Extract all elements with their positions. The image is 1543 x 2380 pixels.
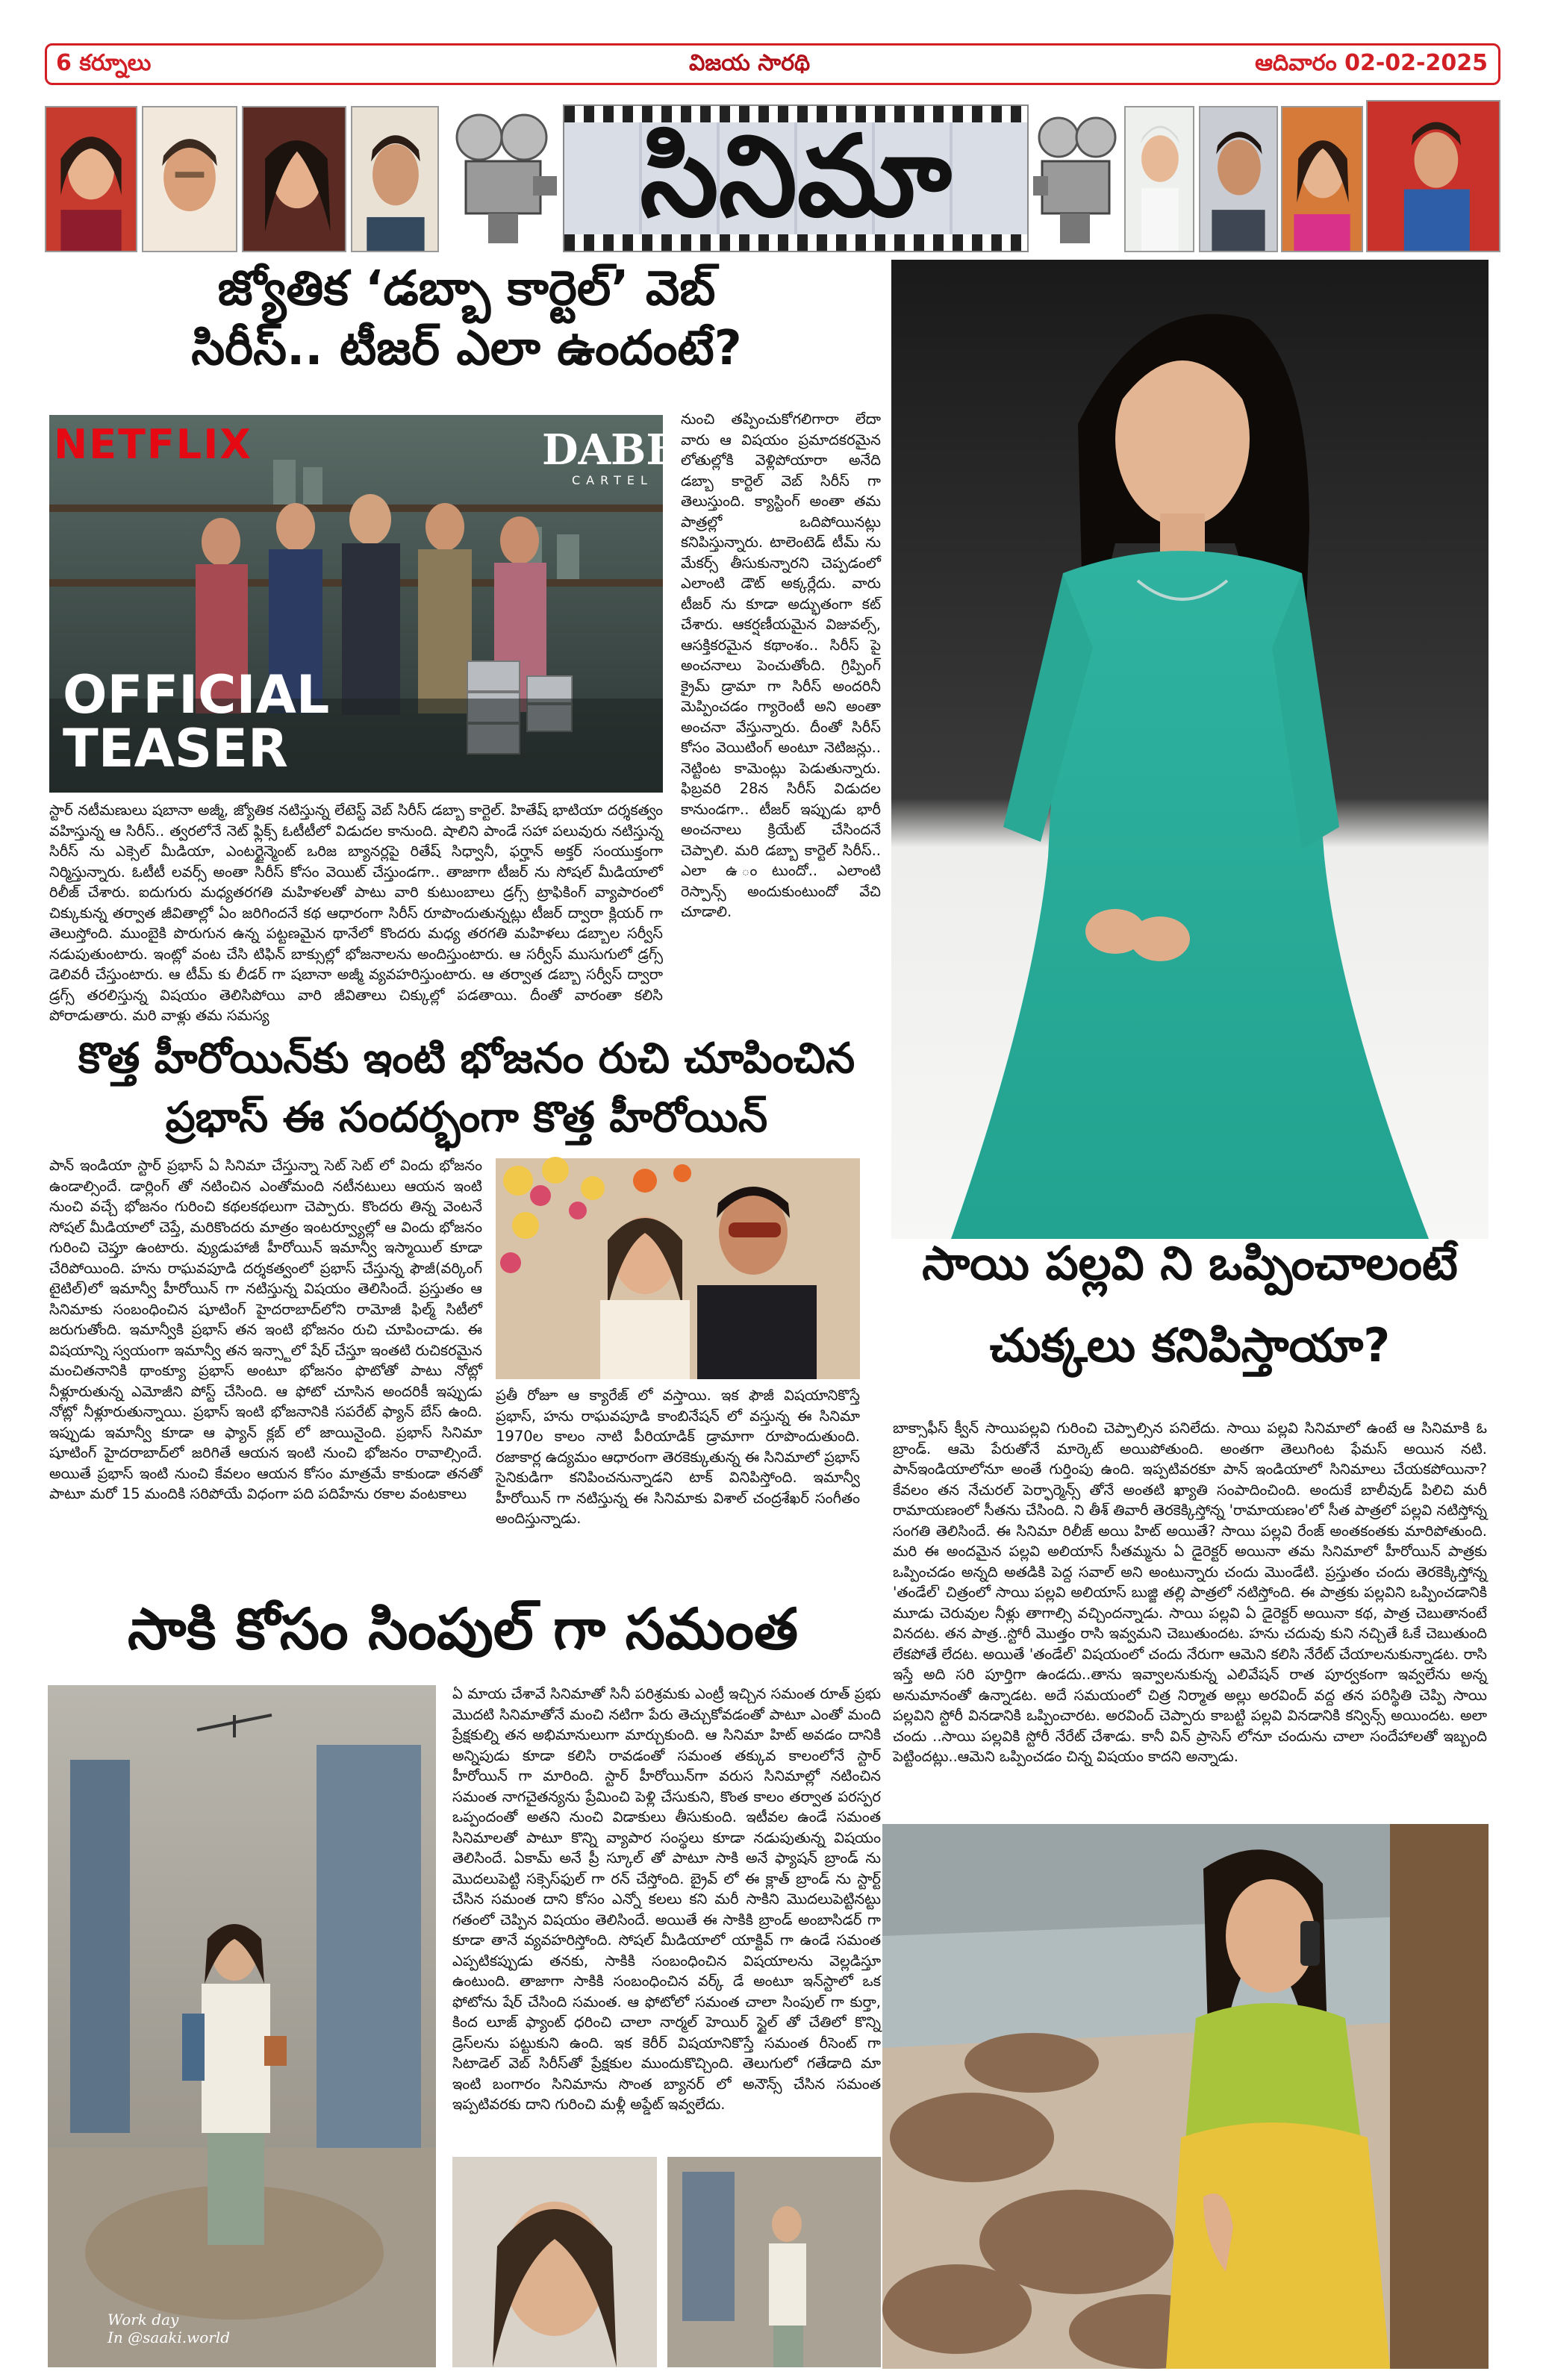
article3-body: ఏ మాయ చేశావే సినిమాతో సినీ పరిశ్రమకు ఎంట్రీ ఇచ్చిన సమంత రూత్ ప్రభు మొదటి సినిమాతోనే మంచి నటిగా పేరు తెచ్చుకోవడంతో పాటూ ఎంతో మంది ప్రేక్షకుల్ని తన అభిమానులుగా మార్చుకుంది. ఆ సినిమా హిట్ అవడం దానికి అన్నిపుడు కూడా కలిసి రావడంతో సమంత తక్కువ కాలంలోనే స్టార్ హీరోయిన్ గా మారింది. స్టార్ హీరోయిన్‌గా వరుస సినిమాల్లో నటించిన సమంత నాగచైతన్యను ప్రేమించి పెళ్లి చేసుకుని, కొంత కాలం తర్వాత పరస్పర ఒప్పందంతో అతని నుంచి విడాకులు తీసుకుంది. ఇటీవల ఉండే సమంత సినిమాలతో పాటూ కొన్ని వ్యాపార సంస్థలు కూడా నడుపుతున్న విషయం తెలిసిందే. ఏకామ్ అనే ప్రీ స్కూల్ తో పాటూ సాకి అనే ఫ్యాషన్ బ్రాండ్ ను మొదలుపెట్టి సక్సెస్‌ఫుల్ గా రన్ చేస్తోంది. బ్రైవ్ లో ఈ క్లాత్ బ్రాండ్ ను స్టార్ట్ చేసిన సమంత దాని కోసం ఎన్నో కలలు కని మరీ సాకిని మొదలుపెట్టినట్టు గతంలో చెప్పిన విషయం తెలిసిందే. అయితే ఈ సాకికి బ్రాండ్ అంబాసిడర్ గా కూడా తానే వ్యవహరిస్తోంది. సోషల్ మీడియాలో యాక్టివ్ గా ఉండే సమంత ఎప్పటికప్పుడు తనకు, సాకికి సంబంధించిన విషయాలను వెల్లడిస్తూ ఉంటుంది. తాజాగా సాకికి సంబంధించిన వర్క్ డే అంటూ ఇన్‌స్టాలో ఒక ఫోటోను షేర్ చేసింది సమంత. ఆ ఫోటోలో సమంత చాలా సింపుల్ గా కుర్తా, కింద లూజ్ ఫ్యాంట్ ధరించి చాలా నార్మల్ హెయిర్ స్టైల్ తో చేతిలో కొన్ని డ్రెస్‌లను పట్టుకుని ఉంది. ఇక కెరీర్ విషయానికొస్తే సమంత రీసెంట్ గా సిటాడెల్ వెబ్ సిరీస్‌తో ప్రేక్షకుల ముందుకొచ్చింది. తెలుగులో గతేడాది మా ఇంటి బంగారం సినిమాను సొంత బ్యానర్ లో అనౌన్స్ చేసిన సమంత ఇప్పటివరకు దాని గురించి మళ్లీ అప్డేట్ ఇవ్వలేదు. [452,1685,881,2113]
article1-body: స్టార్ నటీమణులు షబానా అజ్మీ, జ్యోతిక నటిస్తున్న లేటెస్ట్ వెబ్ సిరీస్ డబ్బా కార్టెల్. హితేష్ భాటియా దర్శకత్వం వహిస్తున్న ఆ సిరీస్.. త్వరలోనే నెట్ ఫ్లిక్స్ ఓటీటీలో విడుదల కానుంది. షాలిని పాండే సహా పలువురు నటిస్తున్న సిరీస్ ను ఎక్సెల్ మీడియా, ఎంటర్టైన్మెంట్ ఒరిజ బ్యానర్లపై రితేష్ సిధ్వానీ, ఫర్హాన్ అక్తర్ సంయుక్తంగా నిర్మిస్తున్నారు. ఓటీటీ లవర్స్ అంతా సిరీస్ కోసం వెయిట్ చేస్తుండగా.. తాజాగా టీజర్ ను సోషల్ మీడియాలో రిలీజ్ చేశారు. ఐదుగురు మధ్యతరగతి మహిళలతో పాటు వారి కుటుంబాలు డ్రగ్స్ ట్రాఫికింగ్ వ్యాపారంలో చిక్కుకున్న తర్వాత జీవితాల్లో ఏం జరిగిందనే కథ ఆధారంగా సిరీస్ రూపొందుతున్నట్లు టీజర్ ద్వారా క్లియర్ గా తెలుస్తోంది. ముంబైకి పొరుగున ఉన్న పట్టణమైన థానేలో కొందరు మధ్య తరగతి మహిళలు డబ్బాల సర్వీస్ నడుపుతుంటారు. ఇంట్లో వంట చేసి టిఫిన్ బాక్సుల్లో భోజనాలను అందిస్తుంటారు. ఆ సర్వీస్ ముసుగులో డ్రగ్స్ డెలివరీ చేస్తుంటారు. ఆ టీమ్ కు లీడర్ గా షబానా అజ్మీ వ్యవహరిస్తుంటారు. ఆ తర్వాత డబ్బా సర్వీస్ ద్వారా డ్రగ్స్ తరలిస్తున్న విషయం తెలిసిపోయి వారి జీవితాలు చిక్కుల్లో పడతాయి. దీంతో వారంతా కలిసి పోరాడుతారు. మరి వాళ్లు తమ సమస్య [49,802,663,1024]
article4-body: బాక్సాఫీస్ క్వీన్ సాయిపల్లవి గురించి చెప్పాల్సిన పనిలేదు. సాయి పల్లవి సినిమాలో ఉంటే ఆ సినిమాకి ఓ బ్రాండ్. ఆమె పేరుతోనే మార్కెట్ అయిపోతుంది. అంతగా తెలుగింట ఫేమస్ అయిన నటి. పాన్‌ఇండియాలోనూ అంతే గుర్తింపు ఉంది. ఇప్పటివరకూ పాన్ ఇండియాలో సినిమాలు చేయకపోయినా? కేవలం తన నేచురల్ పెర్ఫార్మెన్స్ తోనే అంతటి ఖ్యాతి సంపాదించింది. అందుకే బాలీవుడ్ పిలిచి మరీ రామాయణంలో సీతను చేసింది. ని తీశ్ తివారీ తెరకెక్కిస్తోన్న 'రామాయణం'లో సీత పాత్రలో పల్లవి నటిస్తోన్న సంగతి తెలిసిందే. ఈ సినిమా రిలీజ్ అయి హిట్ అయితే? సాయి పల్లవి రేంజ్ అంతకంతకు మారిపోతుంది. మరి ఈ అందమైన పల్లవి అలియాస్ సీతమ్మను ఏ డైరెక్టర్ అయినా తమ సినిమాలో హీరోయిన్ పాత్రకు ఒప్పించడం అన్నది అతడికి పెద్ద సవాల్ అని అంటున్నారు చందు మొండేటి. ప్రస్తుతం చందు తెరకెక్కిస్తోన్న 'తండేల్' చిత్రంలో సాయి పల్లవి అలియాస్ బుజ్జి తల్లి పాత్రలో నటిస్తోంది. ఈ పాత్రకు పల్లవిని ఒప్పించడానికి మూడు చెరువుల నీళ్లు తాగాల్సి వచ్చిందన్నాడు. సాయి పల్లవి ఏ డైరెక్టర్ అయినా కథ, పాత్ర చెబుతానంటే వినదట. తన పాత్ర..స్టోరీ మొత్తం రాసి ఇవ్వమని చెబుతుందట. హను చదువు కుని నచ్చితే ఓకే చెబుతుంది లేకపోతే లేదట. అయితే 'తండేల్' విషయంలో చందు నేరుగా ఆమెని కలిసి నేరేట్ చేయాలనుకున్నాడట. రాసి ఇస్తే అది సరి పూర్తిగా ఉండదు..తాను ఇవ్వాలనుకున్న ఎలివేషన్ రాత పూర్వకంగా ఇవ్వలేను అన్న అనుమానంతో ఉన్నాడట. అదే సమయంలో చిత్ర నిర్మాత అల్లు అరవింద్ వద్ద తన పరిస్థితి చెప్పి సాయి పల్లవిని స్టోరీ వినడానికి ఒప్పించారట. అరవింద్ చెప్పారు కాబట్టి పల్లవి వినడానికి కన్విన్స్ అయిందట. అలా చందు ..సాయి పల్లవికి స్టోరీ నేరేట్ చేశాడు. కానీ విన్ ప్రాసెస్ లోనూ చందును చాలా సందేహాలతో ఇబ్బంది పెట్టిందట్లు..ఆమెని ఒప్పించడం చిన్న విషయం కాదని అన్నాడు. [893,1419,1487,1765]
headline-line: చుక్కలు కనిపిస్తాయా? [989,1318,1391,1372]
article4-headline [893,1233,1487,1372]
issue-date: ఆదివారం 02-02-2025 [1255,50,1488,76]
dabba-logo-subtitle: CARTEL [572,473,653,487]
teaser-label: TEASER [63,718,288,779]
page-location: 6 కర్నూలు [56,50,152,76]
headline-line: జ్యోతిక ‘డబ్బా కార్టెల్’ వెబ్ [217,261,716,316]
sai-pallavi-phone-photo [882,1824,1489,2369]
article2-right-column: ప్రతీ రోజూ ఆ క్యారేజ్ లో వస్తాయి. ఇక ఫౌజీ విషయానికొస్తే ప్రభాస్, హను రాఘవపూడి కాంబినేషన్ లో వస్తున్న ఈ సినిమా 1970ల కాలం నాటి పీరియాడిక్ డ్రామాగా రూపొందుతుంది. రజాకార్ల ఉద్యమం ఆధారంగా తెరకెక్కుతున్న ఈ సినిమాలో ప్రభాస్ సైనికుడిగా కనిపించనున్నాడని టాక్ వినిపిస్తోంది. ఇమాన్వీ హీరోయిన్ గా నటిస్తున్న ఈ సినిమాకు విశాల్ చంద్రశేఖర్ సంగీతం అందిస్తున్నాడు. [496,1387,860,1527]
article2-headline [45,1036,888,1141]
photo-caption-line: Work day [107,2311,179,2329]
film-projector-icon [443,109,563,251]
photo-caption [107,2311,230,2346]
celebrity-thumb [1199,106,1278,252]
official-label: OFFICIAL [63,664,330,725]
samantha-selfie-photo [452,2157,657,2367]
headline-line: ప్రభాస్ ఈ సందర్భంగా కొత్త హీరోయిన్ [165,1093,768,1142]
headline-line: కొత్త హీరోయిన్‌కు ఇంటి భోజనం రుచి చూపించిన [78,1034,855,1083]
prabhas-imanvi-photo [496,1158,860,1379]
article1-side-column: నుంచి తప్పించుకోగలిగారా లేదా వారు ఆ విషయం ప్రమాదకరమైన లోతుల్లోకి వెళ్లిపోయారా అనేది డబ్బా కార్టెల్ వెబ్ సిరీస్ గా తెలుస్తుంది. క్యాస్టింగ్ అంతా తమ పాత్రల్లో ఒదిపోయినట్లు కనిపిస్తున్నారు. టాలెంటెడ్ టీమ్ ను మేకర్స్ తీసుకున్నారని చెప్పడంలో ఎలాంటి డౌట్ అక్కర్లేదు. వారు టీజర్ ను కూడా అద్భుతంగా కట్ చేశారు. ఆకర్షణీయమైన విజువల్స్, ఆసక్తికరమైన కథాంశం.. సిరీస్ పై అంచనాలు పెంచుతోంది. గ్రిప్పింగ్ క్రైమ్ డ్రామా గా సిరీస్ అందరినీ మెప్పించడం గ్యారెంటీ అని అంతా అంచనా వేస్తున్నారు. దీంతో సిరీస్ కోసం వెయిటింగ్ అంటూ నెటిజన్లు.. నెట్టింట కామెంట్లు పెడుతున్నారు. ఫిబ్రవరి 28న సిరీస్ విడుదల కానుండగా.. టీజర్ ఇప్పుడు భారీ అంచనాలు క్రియేట్ చేసిందనే చెప్పాలి. మరి డబ్బా కార్టెల్ సిరీస్.. ఎలా ఉ ంటుందో.. ఎలాంటి రెస్పాన్స్ అందుకుంటుందో వేచి చూడాలి. [681,410,881,920]
samantha-workday-photo [48,1685,436,2367]
netflix-logo: NETFLIX [54,421,252,468]
celebrity-thumb [142,106,237,252]
masthead-bar [45,43,1500,85]
dabba-logo-title: DABBA [542,425,714,475]
photo-caption-line: In @saaki.world [107,2329,231,2346]
article1-headline [45,263,888,375]
celebrity-thumb [242,106,346,252]
celebrity-thumb [45,106,137,252]
sai-pallavi-green-dress-photo [891,260,1489,1239]
dabba-cartel-teaser-image [49,415,714,793]
celebrity-thumb [351,106,439,252]
celebrity-thumb [1124,106,1194,252]
article3-headline: సాకి కోసం సింపుల్ గా సమంత [128,1596,798,1662]
headline-line: సాయి పల్లవి ని ఒప్పించాలంటే [922,1236,1458,1290]
paper-name: విజయ సారథి [689,50,811,76]
celebrity-thumb [1366,100,1500,252]
cinema-section-logo [563,104,1029,252]
article2-left-column: పాన్ ఇండియా స్టార్ ప్రభాస్ ఏ సినిమా చేస్తున్నా సెట్ సెట్ లో విందు భోజనం ఉండాల్సిందే. డార్లింగ్ తో నటించిన ఎంతోమంది నటీనటులు ఆయన ఇంటి నుంచి వచ్చే భోజనం గురించి కథలకథలుగా చెప్పారు. కొందరు తిన్న వెంటనే సోషల్ మీడియాలో చెప్తే, మరికొందరు మాత్రం ఇంటర్వ్యూల్లో ఆ విందు భోజనం గురించి చెప్తూ ఉంటారు. వ్యుడుహాజీ హీరోయిన్ ఇమాన్వీ ఇస్మాయిల్ కూడా చేరిపోయింది. హను రాఘవపూడి దర్శకత్వంలో ప్రభాస్ చేస్తున్న ఫౌజీ(వర్కింగ్ టైటిల్)లో ఇమాన్వీ హీరోయిన్ గా నటిస్తున్న విషయం తెలిసిందే. ప్రస్తుతం ఆ సినిమాకు సంబంధించిన షూటింగ్ హైదరాబాద్‌లోని రామోజీ ఫిల్మ్ సిటీలో జరుగుతోంది. ఇమాన్వీకి ప్రభాస్ తన ఇంటి భోజనం రుచి చూపించాడు. ఈ విషయాన్ని స్వయంగా ఇమాన్వీ తన ఇన్స్టాలో షేర్ చేస్తూ ఇంతటి రుచికరమైన మంచితనానికి థాంక్యూ ప్రభాస్ అంటూ భోజనం ఫొటోతో పాటు నోట్లో నీళ్లూరుతున్న ఎమోజీని పోస్ట్ చేసింది. ఆ ఫోటో చూసిన అందరికీ ఇప్పుడు నోట్లో నీళ్లూరుతున్నాయి. ప్రభాస్ ఇంటి భోజనానికి సపరేట్ ఫ్యాన్ బేస్ ఉంది. ఇప్పుడు ఇమాన్వీ కూడా ఆ ఫ్యాన్ క్లబ్ లో జాయినైంది. ప్రభాస్ సినిమా షూటింగ్ హైదరాబాద్‌లో జరిగితే ఆయన ఇంటి నుంచి భోజనం రావాల్సిందే. అయితే ప్రభాస్ ఇంటి నుంచి కేవలం ఆయన కోసం మాత్రమే కాకుండా తనతో పాటూ మరో 15 మందికి సరిపోయే విధంగా పది పదిహేను రకాల వంటకాలు [49,1157,482,1502]
section-title: సినిమా [640,110,952,242]
samantha-mirror-photo [667,2157,881,2367]
film-projector-icon [1030,109,1121,251]
headline-line: సిరీస్.. టీజర్ ఎలా ఉందంటే? [191,320,742,376]
celebrity-thumb [1281,106,1363,252]
